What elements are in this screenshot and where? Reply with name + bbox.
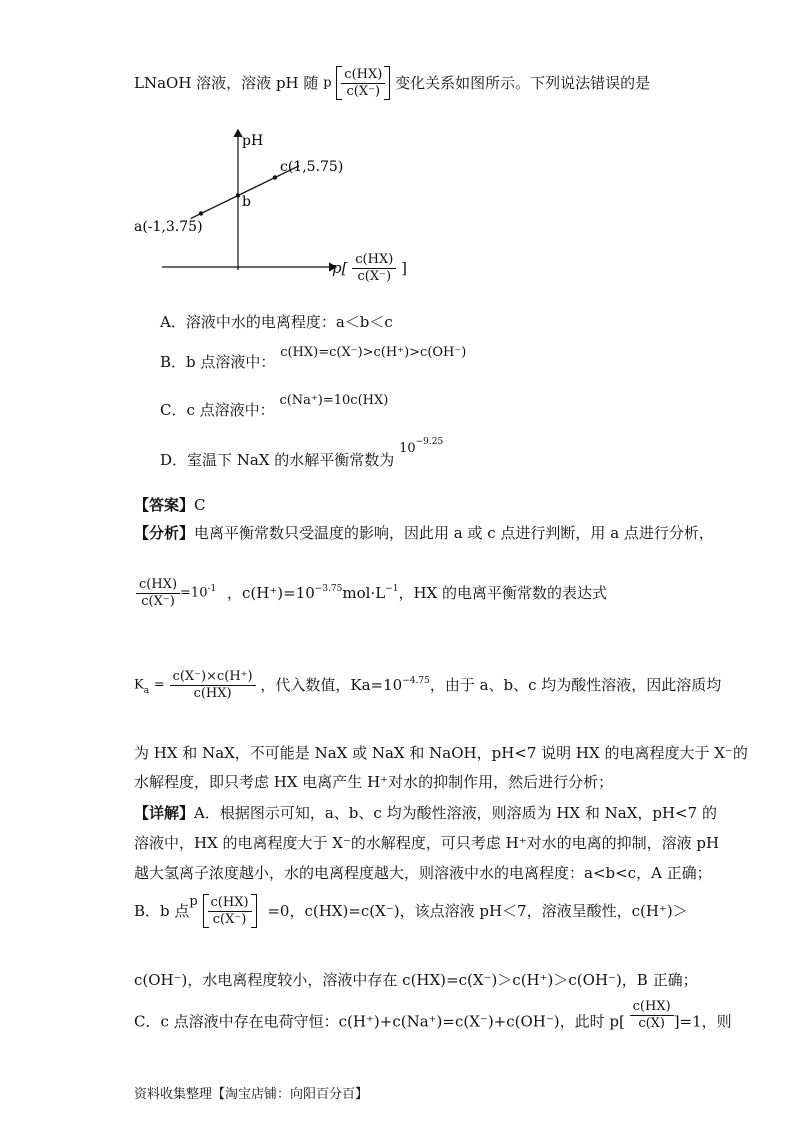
intro-line (134, 66, 650, 100)
detail-line-3: 越大氢离子浓度越小，水的电离程度越大，则溶液中水的电离程度：a<b<c，A 正确； (134, 864, 712, 882)
detail-line-4: B．b 点p $\frac{c(HX)}{c(X^-)}$ =0，c(HX)=c(X⁻)，该点溶液 pH＜7，溶液呈酸性，c(H⁺)＞ (134, 894, 688, 927)
intro-text-after: 变化关系如图所示。下列说法错误的是 (395, 74, 651, 93)
point-c (273, 175, 277, 179)
point-c-label: c(1,5.75) (280, 159, 344, 175)
detail-line-5: c(OH⁻)，水电离程度较小，溶液中存在 c(HX)=c(X⁻)＞c(H⁺)＞c(OH⁻)，B 正确； (134, 971, 698, 989)
point-b-label: b (242, 194, 251, 210)
detail-line-6: C．c 点溶液中存在电荷守恒：c(H⁺)+c(Na⁺)=c(X⁻)+c(OH⁻)，此时 p[ $\frac{c(HX)}{c(X)}$ ]=1，则 (134, 999, 732, 1031)
option-b: B．b 点溶液中： c(HX)=c(X⁻)>c(H⁺)>c(OH⁻) (160, 345, 467, 371)
x-axis-label: p[ $\frac{c(HX)}{c(X^-)}$ ] (332, 252, 407, 284)
analysis-line-2: $\frac{c(HX)}{c(X^-)}$ $=10^{-1}$ ，$c(H^+)=10^{-3.75}mol\cdot L^{-1}$，HX 的电离平衡常数的表达式 (136, 578, 607, 608)
ka-fraction: $\frac{c(X^-)\times c(H^+)}{c(HX)}$ (170, 670, 256, 700)
option-b-expr: c(HX)=c(X⁻)>c(H⁺)>c(OH⁻) (280, 345, 467, 360)
intro-bracket (336, 66, 390, 100)
detail-line-2: 溶液中，HX 的电离程度大于 X⁻的水解程度，可只考虑 H⁺对水的电离的抑制，溶液 pH (134, 834, 720, 852)
answer-value: C (194, 496, 206, 514)
analysis-line-1: 【分析】电离平衡常数只受温度的影响，因此用 a 或 c 点进行判断，用 a 点进行分析， (134, 524, 714, 542)
detail-bracket: $\frac{c(HX)}{c(X^-)}$ (203, 894, 257, 928)
option-d: D．室温下 NaX 的水解平衡常数为 $10^{-9.25}$ (160, 437, 444, 469)
analysis-line-5: 水解程度，即只考虑 HX 电离产生 H⁺对水的抑制作用，然后进行分析； (134, 773, 614, 791)
analysis-fraction: $\frac{c(HX)}{c(X^-)}$ (136, 578, 180, 608)
detail-line-1: 【详解】A．根据图示可知，a、b、c 均为酸性溶液，则溶质为 HX 和 NaX，pH<7 的 (134, 804, 717, 822)
intro-text: LNaOH 溶液，溶液 pH 随 (134, 74, 319, 93)
analysis-line-4: 为 HX 和 NaX，不可能是 NaX 或 NaX 和 NaOH，pH<7 说明 HX 的电离程度大于 X⁻的 (134, 744, 748, 762)
point-a-label: a(-1,3.75) (134, 219, 203, 235)
x-axis-fraction: $\frac{c(HX)}{c(X^-)}$ (352, 253, 396, 283)
point-b (236, 193, 240, 197)
y-axis-label: pH (242, 133, 264, 149)
p-label: p (323, 75, 332, 91)
footer-text: 资料收集整理【淘宝店铺：向阳百分百】 (134, 1087, 369, 1102)
option-c-expr: c(Na⁺)=10c(HX) (279, 393, 389, 408)
intro-fraction: $\frac{c(HX)}{c(X^-)}$ (341, 68, 385, 98)
option-c: C．c 点溶液中： c(Na⁺)=10c(HX) (160, 393, 389, 419)
answer-line: 【答案】C (134, 496, 206, 514)
analysis-line-3: $K_a$ = $\frac{c(X^-)\times c(H^+)}{c(HX)}$ ，代入数值，$Ka=10^{-4.75}$，由于 a、b、c 均为酸性溶液，因此溶质均 (134, 669, 722, 701)
point-a (199, 211, 203, 215)
option-a: A．溶液中水的电离程度：a＜b＜c (160, 313, 393, 331)
